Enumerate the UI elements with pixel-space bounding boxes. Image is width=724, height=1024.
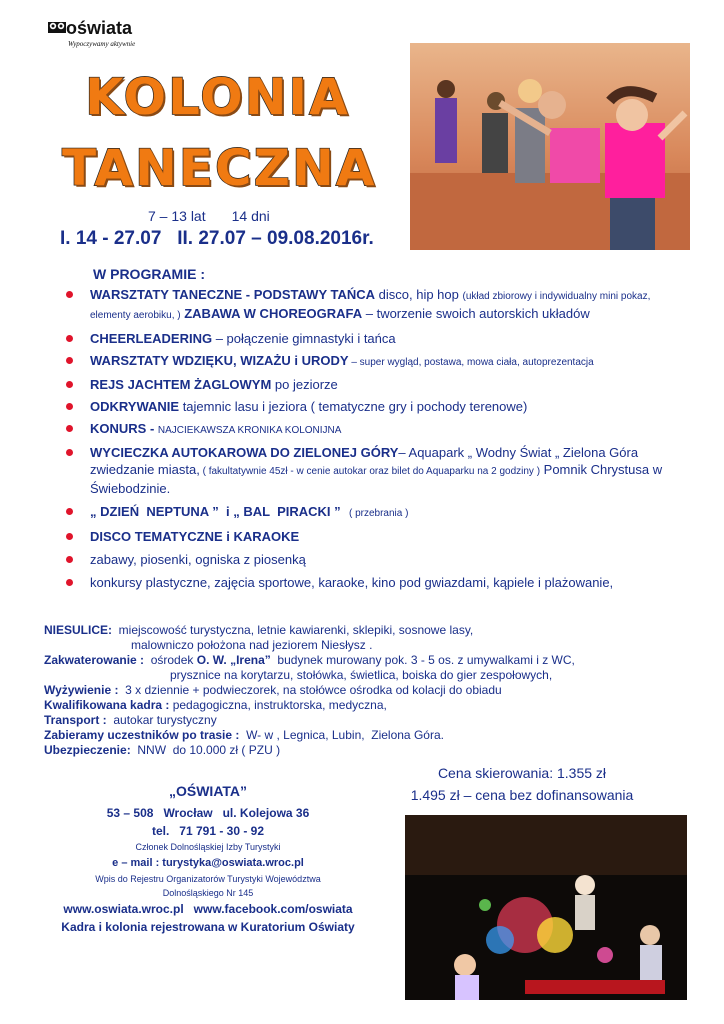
dance-photo — [410, 43, 690, 250]
age-duration — [148, 208, 270, 224]
program-item: WARSZTATY WDZIĘKU, WIZAŻU i URODY – super wygląd, postawa, mowa ciała, autoprezentacja — [60, 352, 680, 371]
program-item: konkursy plastyczne, zajęcia sportowe, karaoke, kino pod gwiazdami, kąpiele i plażowanie, — [60, 574, 680, 591]
bullet-icon — [66, 508, 73, 515]
org-registry: Wpis do Rejestru Organizatorów Turystyki Województwa — [95, 874, 321, 884]
title-line-1: KOLONIA — [85, 68, 350, 126]
org-email[interactable]: e – mail : turystyka@oswiata.wroc.pl — [112, 857, 304, 869]
org-membership: Członek Dolnośląskiej Izby Turystyki — [135, 842, 281, 852]
bullet-icon — [66, 381, 73, 388]
program-item: „ DZIEŃ NEPTUNA ” i „ BAL PIRACKI ” ( przebrania ) — [60, 503, 680, 522]
program-item: DISCO TEMATYCZNE i KARAOKE — [60, 528, 680, 545]
disco-photo — [405, 815, 687, 1000]
trip-info: NIESULICE: miejscowość turystyczna, letnie kawiarenki, sklepiki, sosnowe lasy, malowniczo położona nad jeziorem Niesłysz . Zakwaterowanie : ośrodek O. W. „Irena” budynek murowany pok. 3 - 5 os. z umywalkami i z WC, prysznice na korytarzu, stołówka, świetlica, boiska do gier zespołowych, Wyżywienie : 3 x dziennie + podwieczorek, na stołówce ośrodka od kolacji do obiadu Kwalifikowana kadra : pedagogiczna, instruktorska, medyczna, Transport : autokar turystyczny Zabieramy uczestników po trasie : W- w , Legnica, Lubin, Zielona Góra. Ubezpieczenie: NNW do 10.000 zł ( PZU ) — [44, 623, 575, 757]
program-list — [60, 286, 680, 591]
duration: 14 dni — [231, 208, 270, 224]
price-box — [398, 762, 646, 806]
price-line-2: 1.495 zł – cena bez dofinansowania — [410, 787, 634, 803]
age-range: 7 – 13 lat — [148, 208, 206, 224]
bullet-icon — [66, 449, 73, 456]
program-item: WYCIECZKA AUTOKAROWA DO ZIELONEJ GÓRY– Aquapark „ Wodny Świat „ Zielona Góra zwiedzanie miasta, ( fakultatywnie 45zł - w cenie autokar oraz bilet do Aquaparku na 2 godziny ) Pomnik Chrystusa w Świebodzinie. — [60, 444, 680, 497]
program-item: WARSZTATY TANECZNE - PODSTAWY TAŃCA disco, hip hop (układ zbiorowy i indywidualny mini pokaz, elementy aerobiku, ) ZABAWA W CHOREOGRAFA – tworzenie swoich autorskich układów — [60, 286, 680, 324]
program-item: KONURS - NAJCIEKAWSZA KRONIKA KOLONIJNA — [60, 420, 680, 439]
program-item: REJS JACHTEM ŻAGLOWYM po jeziorze — [60, 376, 680, 393]
program-heading: W PROGRAMIE : — [93, 266, 205, 282]
program-item: zabawy, piosenki, ogniska z piosenką — [60, 551, 680, 568]
logo-name: oświata — [66, 18, 133, 38]
title-line-2: TANECZNA — [62, 139, 377, 197]
turnus-dates: I. 14 - 27.07 II. 27.07 – 09.08.2016r. — [60, 228, 374, 249]
org-websites[interactable]: www.oswiata.wroc.pl www.facebook.com/oswiata — [63, 902, 353, 916]
bullet-icon — [66, 335, 73, 342]
bullet-icon — [66, 533, 73, 540]
logo — [48, 18, 158, 56]
program-item: ODKRYWANIE tajemnic lasu i jeziora ( tematyczne gry i pochody terenowe) — [60, 398, 680, 415]
logo-slogan: Wypoczywamy aktywnie — [68, 40, 136, 48]
bullet-icon — [66, 403, 73, 410]
bullet-icon — [66, 579, 73, 586]
program-item: CHEERLEADERING – połączenie gimnastyki i tańca — [60, 330, 680, 347]
org-phone: tel. 71 791 - 30 - 92 — [151, 824, 265, 838]
bullet-icon — [66, 291, 73, 298]
org-kuratorium: Kadra i kolonia rejestrowana w Kuratorium Oświaty — [61, 920, 355, 934]
price-line-1: Cena skierowania: 1.355 zł — [437, 765, 607, 781]
org-registry-number: Dolnośląskiego Nr 145 — [162, 888, 254, 898]
bullet-icon — [66, 425, 73, 432]
dance-photo-image — [410, 43, 690, 250]
book-eyes-icon — [48, 20, 66, 34]
bullet-icon — [66, 357, 73, 364]
org-address: 53 – 508 Wrocław ul. Kolejowa 36 — [106, 806, 310, 820]
disco-photo-image — [405, 815, 687, 1000]
org-name: „OŚWIATA” — [168, 783, 248, 799]
bullet-icon — [66, 556, 73, 563]
contact-block — [38, 782, 378, 936]
